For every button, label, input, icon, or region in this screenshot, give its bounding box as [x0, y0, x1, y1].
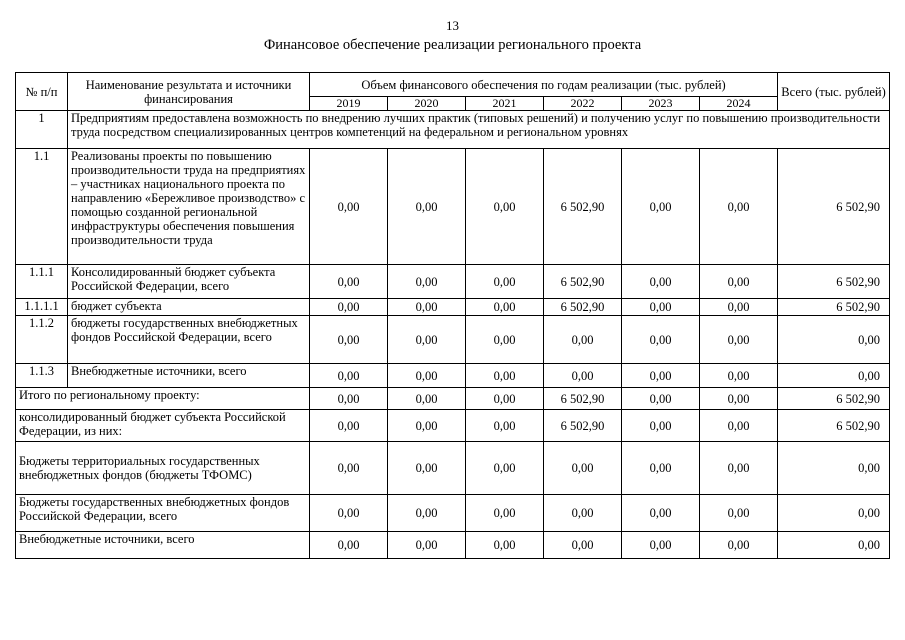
- summary-name: Внебюджетные источники, всего: [16, 532, 310, 559]
- table-row: [16, 149, 890, 265]
- row-num: 1.1.3: [16, 364, 68, 388]
- value-cell: 0,00: [310, 410, 388, 442]
- value-cell: 0,00: [388, 410, 466, 442]
- summary-row: [16, 532, 890, 559]
- value-cell: 0,00: [622, 364, 700, 388]
- value-cell: 6 502,90: [544, 388, 622, 410]
- value-cell: 0,00: [466, 299, 544, 316]
- summary-name: Бюджеты государственных внебюджетных фондов Российской Федерации, всего: [16, 495, 310, 532]
- row-name: Консолидированный бюджет субъекта Российской Федерации, всего: [68, 265, 310, 299]
- row-name: Реализованы проекты по повышению производительности труда на предприятиях – участниках национального проекта по направлению «Бережливое производство» с помощью созданной региональной инфраструктуры обеспечения повышения производительности труда: [68, 149, 310, 265]
- value-cell: 0,00: [388, 316, 466, 364]
- value-cell: 0,00: [466, 316, 544, 364]
- value-cell: 0,00: [310, 388, 388, 410]
- total-cell: 0,00: [778, 364, 890, 388]
- row-name: бюджеты государственных внебюджетных фондов Российской Федерации, всего: [68, 316, 310, 364]
- summary-name: консолидированный бюджет субъекта Российской Федерации, из них:: [16, 410, 310, 442]
- value-cell: 0,00: [622, 388, 700, 410]
- value-cell: 0,00: [388, 265, 466, 299]
- summary-row: [16, 442, 890, 495]
- value-cell: 0,00: [544, 495, 622, 532]
- value-cell: 0,00: [310, 265, 388, 299]
- value-cell: 0,00: [700, 364, 778, 388]
- row-num: 1.1.1.1: [16, 299, 68, 316]
- value-cell: 0,00: [700, 388, 778, 410]
- value-cell: 0,00: [622, 495, 700, 532]
- value-cell: 0,00: [622, 299, 700, 316]
- section-text: Предприятиям предоставлена возможность по внедрению лучших практик (типовых решений) и получению услуг по повышению производительности труда посредством специализированных центров компетенций на федеральном и региональном уровнях: [68, 111, 890, 149]
- value-cell: 0,00: [310, 364, 388, 388]
- value-cell: 0,00: [310, 316, 388, 364]
- summary-name: Бюджеты территориальных государственных внебюджетных фондов (бюджеты ТФОМС): [16, 442, 310, 495]
- header-year: 2023: [622, 97, 700, 111]
- value-cell: 0,00: [466, 364, 544, 388]
- table-row: [16, 364, 890, 388]
- value-cell: 0,00: [622, 265, 700, 299]
- row-name: Внебюджетные источники, всего: [68, 364, 310, 388]
- page-number: 13: [446, 18, 459, 33]
- financing-table: [15, 72, 890, 559]
- value-cell: 0,00: [388, 442, 466, 495]
- value-cell: 0,00: [700, 410, 778, 442]
- total-cell: 0,00: [778, 495, 890, 532]
- value-cell: 0,00: [466, 265, 544, 299]
- value-cell: 0,00: [388, 364, 466, 388]
- value-cell: 0,00: [700, 442, 778, 495]
- row-num: 1.1.1: [16, 265, 68, 299]
- value-cell: 0,00: [310, 442, 388, 495]
- table-row: [16, 299, 890, 316]
- table-row: [16, 316, 890, 364]
- value-cell: 6 502,90: [544, 299, 622, 316]
- value-cell: 0,00: [700, 495, 778, 532]
- table-row: [16, 265, 890, 299]
- summary-name: Итого по региональному проекту:: [16, 388, 310, 410]
- value-cell: 0,00: [466, 495, 544, 532]
- value-cell: 0,00: [310, 299, 388, 316]
- value-cell: 0,00: [466, 388, 544, 410]
- value-cell: 0,00: [544, 442, 622, 495]
- value-cell: 6 502,90: [544, 149, 622, 265]
- value-cell: 0,00: [466, 442, 544, 495]
- value-cell: 6 502,90: [544, 265, 622, 299]
- value-cell: 0,00: [388, 388, 466, 410]
- value-cell: 0,00: [622, 442, 700, 495]
- row-num: 1.1.2: [16, 316, 68, 364]
- total-cell: 6 502,90: [778, 149, 890, 265]
- total-cell: 6 502,90: [778, 299, 890, 316]
- value-cell: 0,00: [544, 316, 622, 364]
- header-year: 2021: [466, 97, 544, 111]
- summary-row: [16, 410, 890, 442]
- total-cell: 6 502,90: [778, 388, 890, 410]
- header-year: 2024: [700, 97, 778, 111]
- value-cell: 0,00: [700, 316, 778, 364]
- value-cell: 0,00: [388, 149, 466, 265]
- value-cell: 0,00: [466, 149, 544, 265]
- value-cell: 0,00: [622, 149, 700, 265]
- header-volume: Объем финансового обеспечения по годам реализации (тыс. рублей): [310, 73, 778, 97]
- summary-row: [16, 495, 890, 532]
- total-cell: 0,00: [778, 532, 890, 559]
- total-cell: 0,00: [778, 316, 890, 364]
- value-cell: 0,00: [544, 364, 622, 388]
- value-cell: 0,00: [466, 532, 544, 559]
- value-cell: 0,00: [544, 532, 622, 559]
- section-row: [16, 111, 890, 149]
- value-cell: 6 502,90: [544, 410, 622, 442]
- value-cell: 0,00: [622, 532, 700, 559]
- total-cell: 0,00: [778, 442, 890, 495]
- value-cell: 0,00: [310, 532, 388, 559]
- value-cell: 0,00: [700, 149, 778, 265]
- section-num: 1: [16, 111, 68, 149]
- value-cell: 0,00: [310, 495, 388, 532]
- header-total: Всего (тыс. рублей): [778, 73, 890, 111]
- header-year: 2020: [388, 97, 466, 111]
- value-cell: 0,00: [310, 149, 388, 265]
- header-num: № п/п: [16, 73, 68, 111]
- total-cell: 6 502,90: [778, 410, 890, 442]
- total-cell: 6 502,90: [778, 265, 890, 299]
- value-cell: 0,00: [700, 299, 778, 316]
- value-cell: 0,00: [700, 265, 778, 299]
- value-cell: 0,00: [466, 410, 544, 442]
- summary-row: [16, 388, 890, 410]
- value-cell: 0,00: [622, 410, 700, 442]
- header-year: 2019: [310, 97, 388, 111]
- document-title: Финансовое обеспечение реализации регионального проекта: [263, 37, 642, 53]
- value-cell: 0,00: [388, 495, 466, 532]
- row-name: бюджет субъекта: [68, 299, 310, 316]
- value-cell: 0,00: [622, 316, 700, 364]
- value-cell: 0,00: [388, 299, 466, 316]
- header-year: 2022: [544, 97, 622, 111]
- value-cell: 0,00: [700, 532, 778, 559]
- row-num: 1.1: [16, 149, 68, 265]
- header-name: Наименование результата и источники финансирования: [68, 73, 310, 111]
- value-cell: 0,00: [388, 532, 466, 559]
